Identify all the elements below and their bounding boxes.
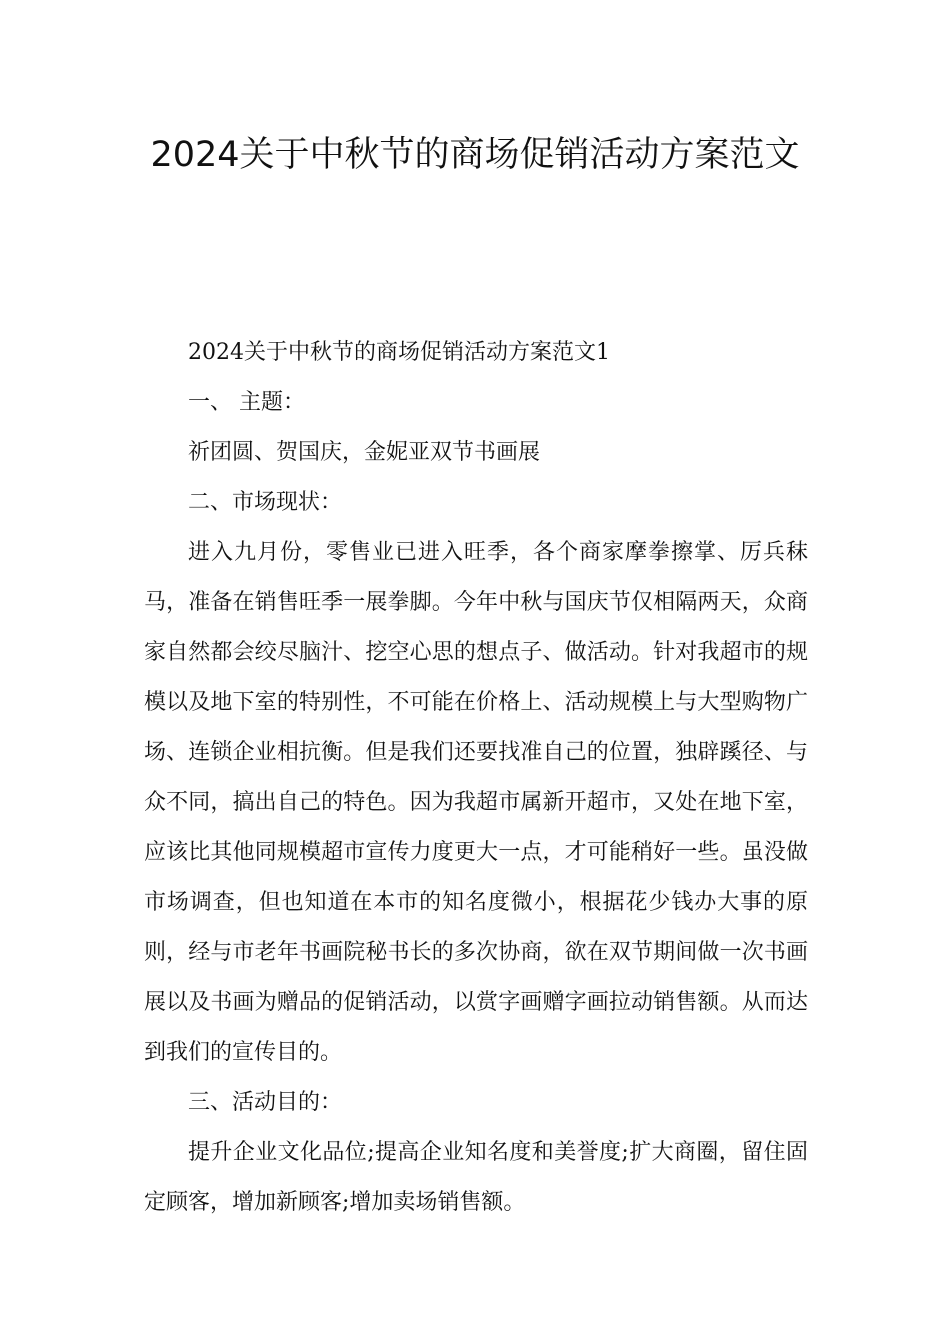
document-title: 2024关于中秋节的商场促销活动方案范文 [150, 135, 800, 175]
theme-text: 祈团圆、贺国庆，金妮亚双节书画展 [188, 440, 541, 465]
section-heading-market: 二、市场现状： [188, 490, 343, 515]
market-text: 进入九月份，零售业已进入旺季，各个商家摩拳擦掌、厉兵秣马，准备在销售旺季一展拳脚。今年中秋与国庆节仅相隔两天，众商家自然都会绞尽脑汁、挖空心思的想点子、做活动。针对我超市的规模以及地下室的特别性，不可能在价格上、活动规模上与大型购物广场、连锁企业相抗衡。但是我们还要找准自己的位置，独辟蹊径、与众不同，搞出自己的特色。因为我超市属新开超市，又处在地下室，应该比其他同规模超市宣传力度更大一点，才可能稍好一些。虽没做市场调查，但也知道在本市的知名度微小，根据花少钱办大事的原则，经与市老年书画院秘书长的多次协商，欲在双节期间做一次书画展以及书画为赠品的促销活动，以赏字画赠字画拉动销售额。从而达到我们的宣传目的。 [144, 540, 808, 1065]
section-heading-goals: 三、活动目的： [188, 1090, 343, 1115]
goals-text: 提升企业文化品位;提高企业知名度和美誉度;扩大商圈，留住固定顾客，增加新顾客;增加卖场销售额。 [144, 1140, 808, 1215]
section-heading-theme: 一、 主题： [188, 390, 305, 415]
section-heading-intro: 2024关于中秋节的商场促销活动方案范文1 [188, 340, 610, 365]
document-body [144, 328, 808, 1228]
